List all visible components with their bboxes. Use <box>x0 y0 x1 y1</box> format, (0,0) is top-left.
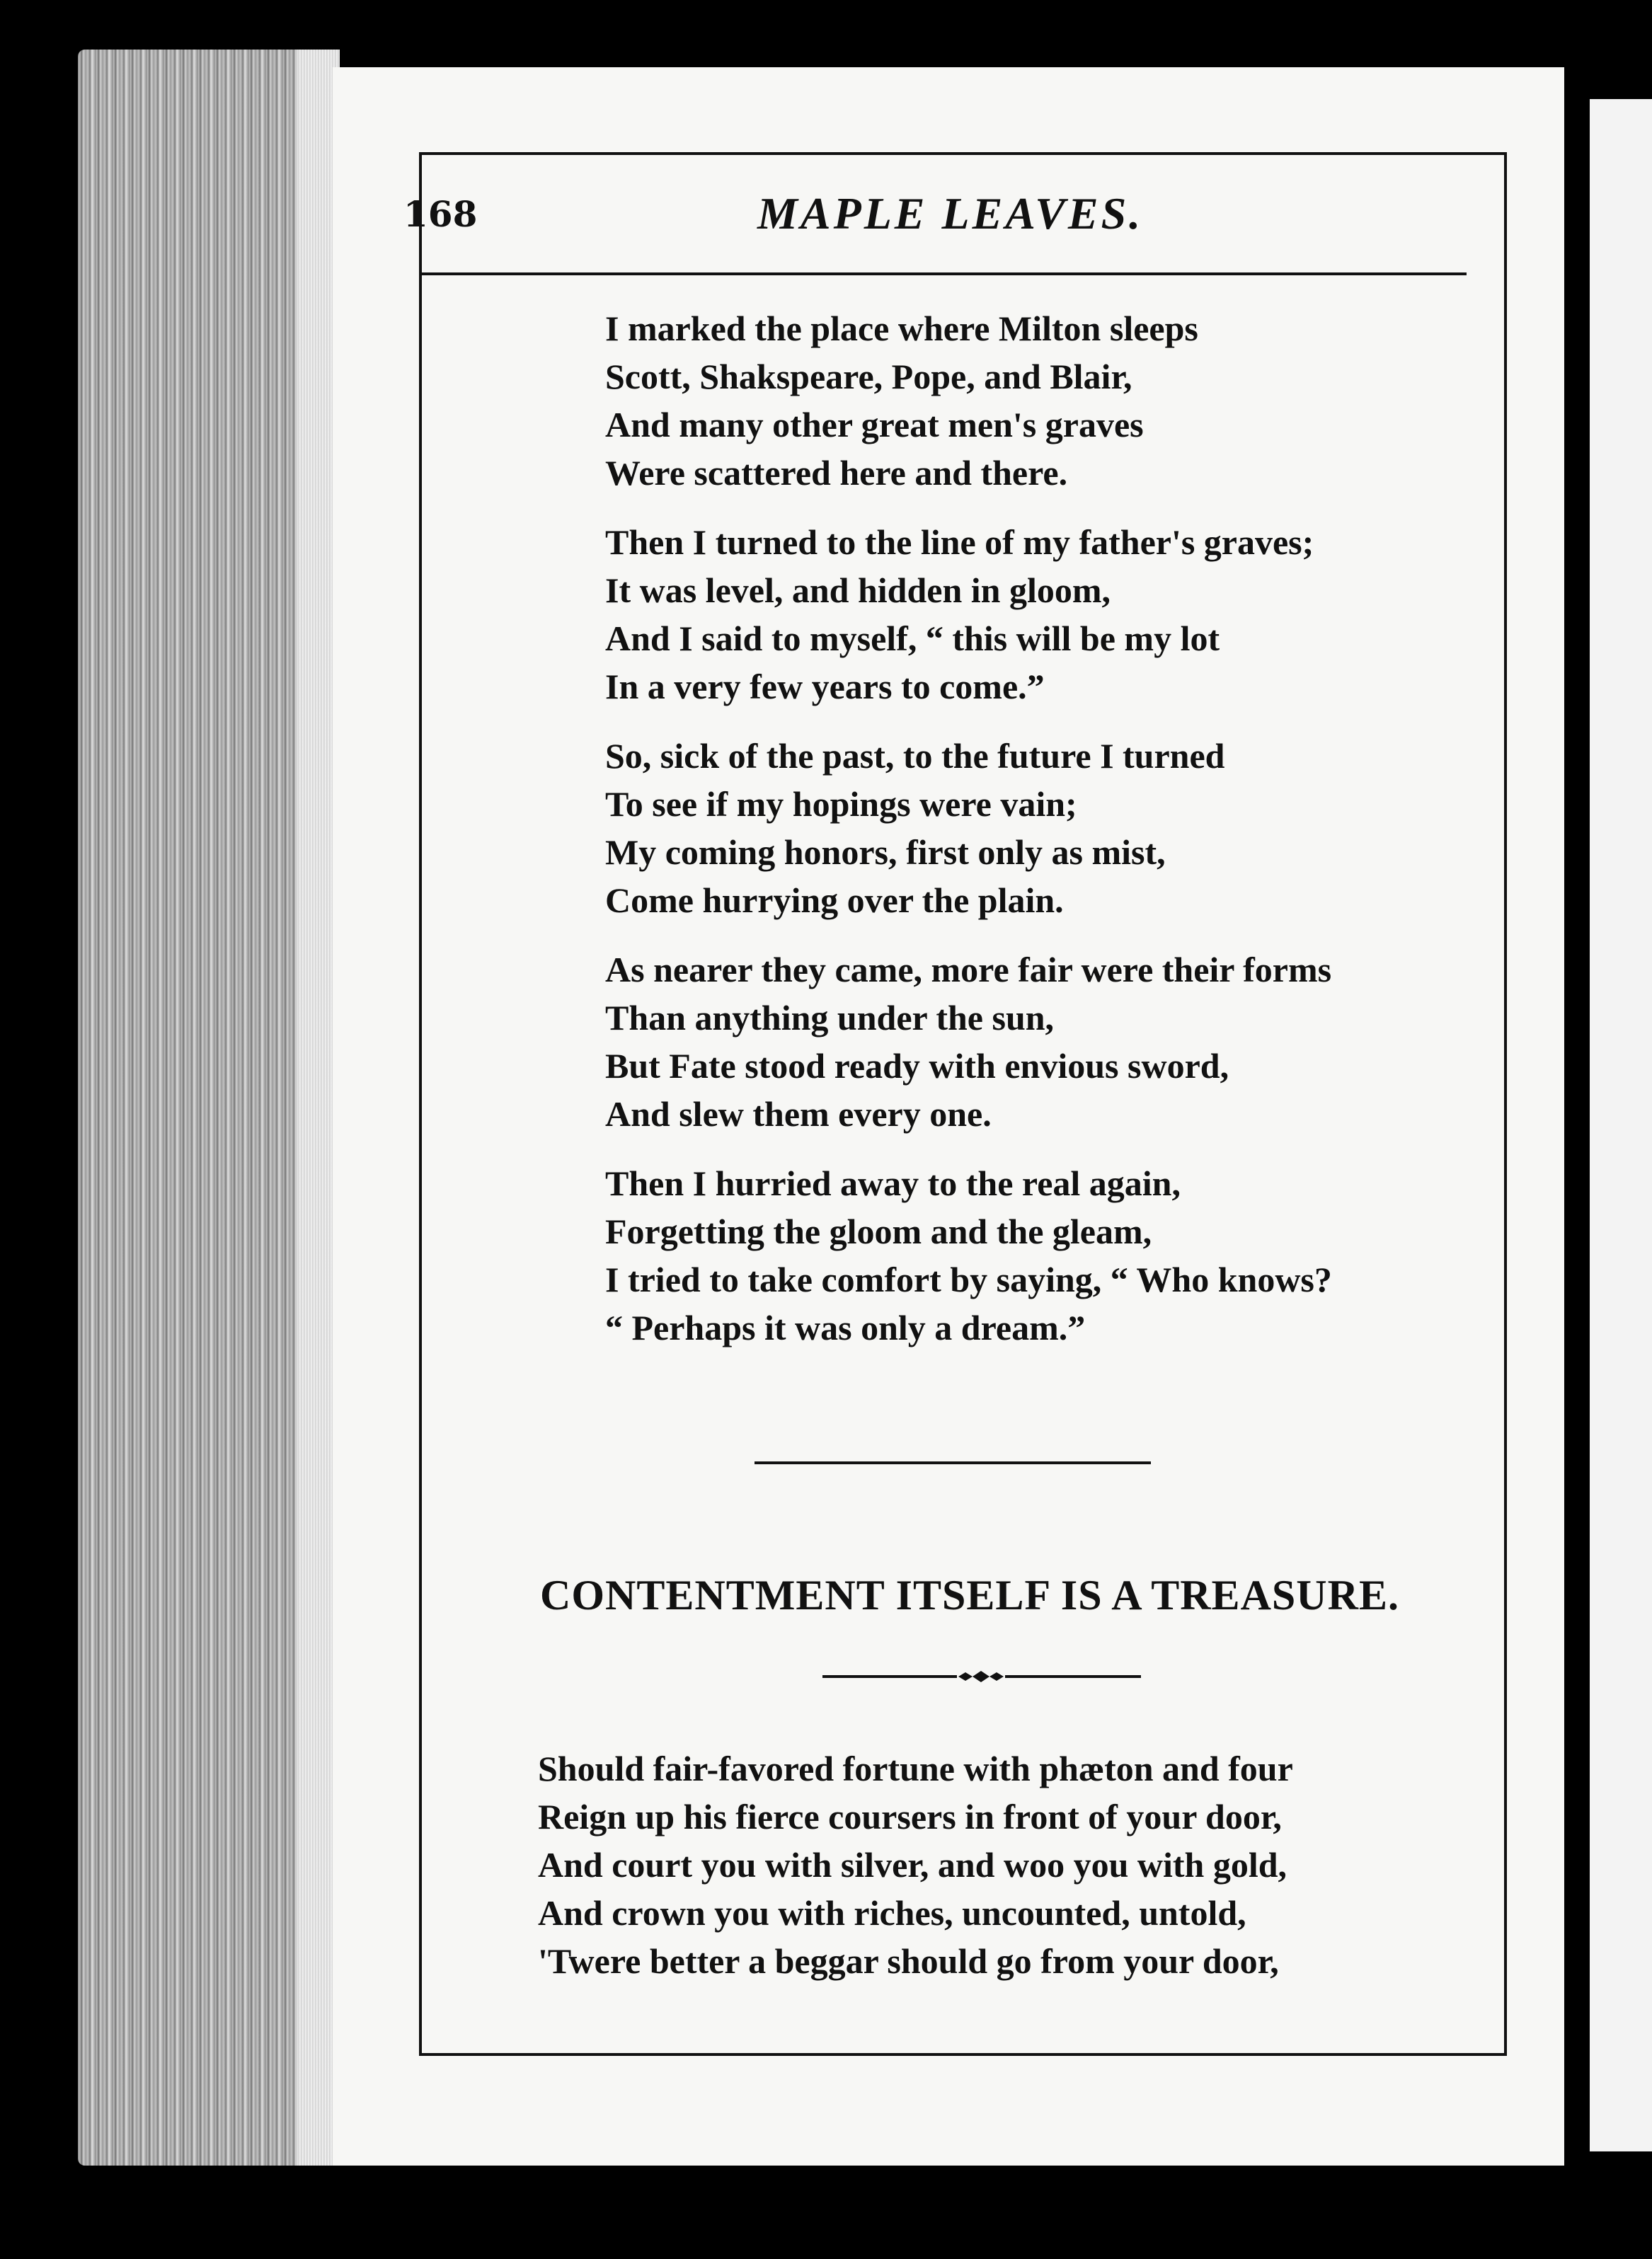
poem-line: I tried to take comfort by saying, “ Who knows? <box>605 1260 1332 1299</box>
ornamental-rule <box>822 1668 1141 1685</box>
running-head: MAPLE LEAVES. <box>757 188 1144 238</box>
book-page-edges <box>78 50 340 2166</box>
poem-line: And slew them every one. <box>605 1094 992 1134</box>
poem-line: In a very few years to come.” <box>605 667 1045 706</box>
poem-line: Were scattered here and there. <box>605 453 1068 493</box>
poem-line: And many other great men's graves <box>605 405 1144 444</box>
poem-line: To see if my hopings were vain; <box>605 784 1077 824</box>
stanza <box>605 304 1455 497</box>
poem-line: “ Perhaps it was only a dream.” <box>605 1308 1086 1347</box>
book-page <box>333 67 1564 2166</box>
poem-line: Come hurrying over the plain. <box>605 880 1064 920</box>
poem-line: My coming honors, first only as mist, <box>605 832 1166 872</box>
adjacent-page <box>1564 78 1652 2159</box>
poem-line: And court you with silver, and woo you with gold, <box>538 1845 1287 1885</box>
page-header <box>333 67 1564 238</box>
stanza <box>605 732 1455 924</box>
poem-line: It was level, and hidden in gloom, <box>605 570 1111 610</box>
poem-line: But Fate stood ready with envious sword, <box>605 1046 1229 1086</box>
stanza <box>605 518 1455 711</box>
poem-line: Forgetting the gloom and the gleam, <box>605 1212 1152 1251</box>
poem-line: So, sick of the past, to the future I turned <box>605 736 1225 776</box>
poem-line: Than anything under the sun, <box>605 998 1055 1037</box>
stanza <box>605 945 1455 1138</box>
poem-line: Reign up his fierce coursers in front of your door, <box>538 1797 1282 1836</box>
poem-line: As nearer they came, more fair were their forms <box>605 950 1332 989</box>
poem-line: Should fair-favored fortune with phæton and four <box>538 1749 1293 1788</box>
poem-body <box>605 304 1455 1373</box>
section-divider <box>755 1461 1151 1464</box>
header-rule <box>419 272 1467 275</box>
poem-line: I marked the place where Milton sleeps <box>605 309 1198 348</box>
poem-line: Then I hurried away to the real again, <box>605 1163 1181 1203</box>
poem-line: Scott, Shakspeare, Pope, and Blair, <box>605 357 1132 396</box>
poem-line: Then I turned to the line of my father's graves; <box>605 522 1314 562</box>
poem-line: And crown you with riches, uncounted, untold, <box>538 1893 1246 1933</box>
poem-title: CONTENTMENT ITSELF IS A TREASURE. <box>540 1572 1399 1619</box>
poem-line: 'Twere better a beggar should go from your door, <box>538 1941 1279 1981</box>
stanza <box>605 1159 1455 1352</box>
poem-line: And I said to myself, “ this will be my lot <box>605 619 1220 658</box>
poem-body <box>538 1744 1493 1985</box>
page-number: 168 <box>403 193 478 235</box>
